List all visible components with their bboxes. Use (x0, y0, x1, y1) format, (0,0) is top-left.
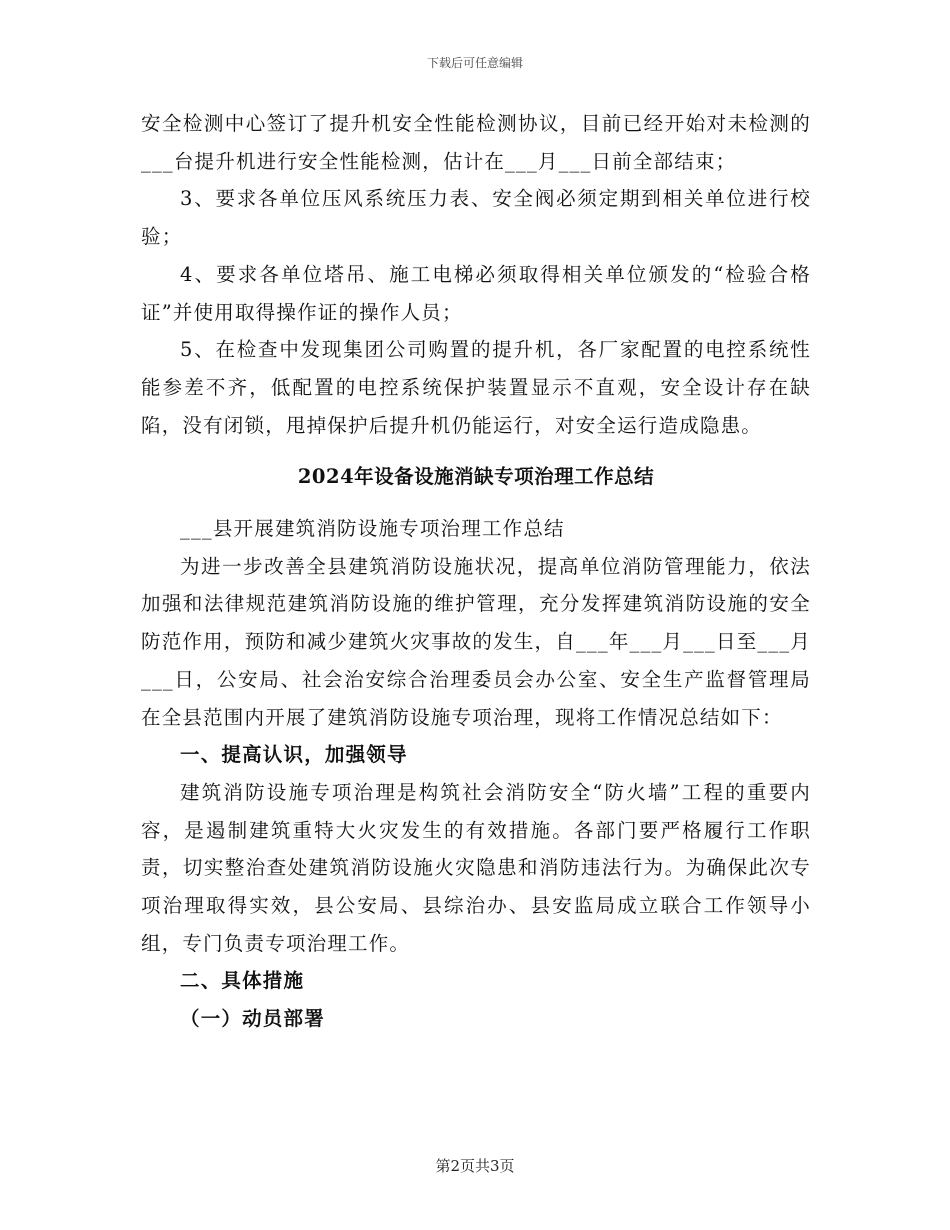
document-subtitle: ___县开展建筑消防设施专项治理工作总结 (180, 517, 565, 541)
page-number: 第2页共3页 (435, 1157, 515, 1175)
document-title: 2024年设备设施消缺专项治理工作总结 (297, 465, 655, 489)
paragraph-section-1: 建筑消防设施专项治理是构筑社会消防安全“防火墙”工程的重要内容，是遏制建筑重特大火灾发生的有效措施。各部门要严格履行工作职责，切实整治查处建筑消防设施火灾隐患和消防违法行为。为确保此次专项治理取得实效，县公安局、县综治办、县安监局成立联合工作领导小组，专门负责专项治理工作。 (141, 780, 811, 955)
paragraph-item-3: 3、要求各单位压风系统压力表、安全阀必须定期到相关单位进行校验； (141, 187, 811, 249)
subsection-heading-1: （一）动员部署 (180, 1007, 325, 1031)
document-body (141, 105, 811, 1038)
section-heading-1: 一、提高认识，加强领导 (180, 743, 408, 767)
paragraph-item-4: 4、要求各单位塔吊、施工电梯必须取得相关单位颁发的“检验合格证”并使用取得操作证的操作人员； (141, 262, 811, 324)
paragraph-intro: 为进一步改善全县建筑消防设施状况，提高单位消防管理能力，依法加强和法律规范建筑消防设施的维护管理，充分发挥建筑消防设施的安全防范作用，预防和减少建筑火灾事故的发生，自___年___月___日至___月___日，公安局、社会治安综合治理委员会办公室、安全生产监督管理局在全县范围内开展了建筑消防设施专项治理，现将工作情况总结如下： (141, 554, 811, 729)
paragraph-item-5: 5、在检查中发现集团公司购置的提升机，各厂家配置的电控系统性能参差不齐，低配置的电控系统保护装置显示不直观，安全设计存在缺陷，没有闭锁，甩掉保护后提升机仍能运行，对安全运行造成隐患。 (141, 338, 811, 437)
paragraph-continued: 安全检测中心签订了提升机安全性能检测协议，目前已经开始对未检测的___台提升机进行安全性能检测，估计在___月___日前全部结束； (141, 112, 811, 173)
header-note: 下载后可任意编辑 (426, 56, 523, 70)
section-heading-2: 二、具体措施 (180, 969, 305, 993)
